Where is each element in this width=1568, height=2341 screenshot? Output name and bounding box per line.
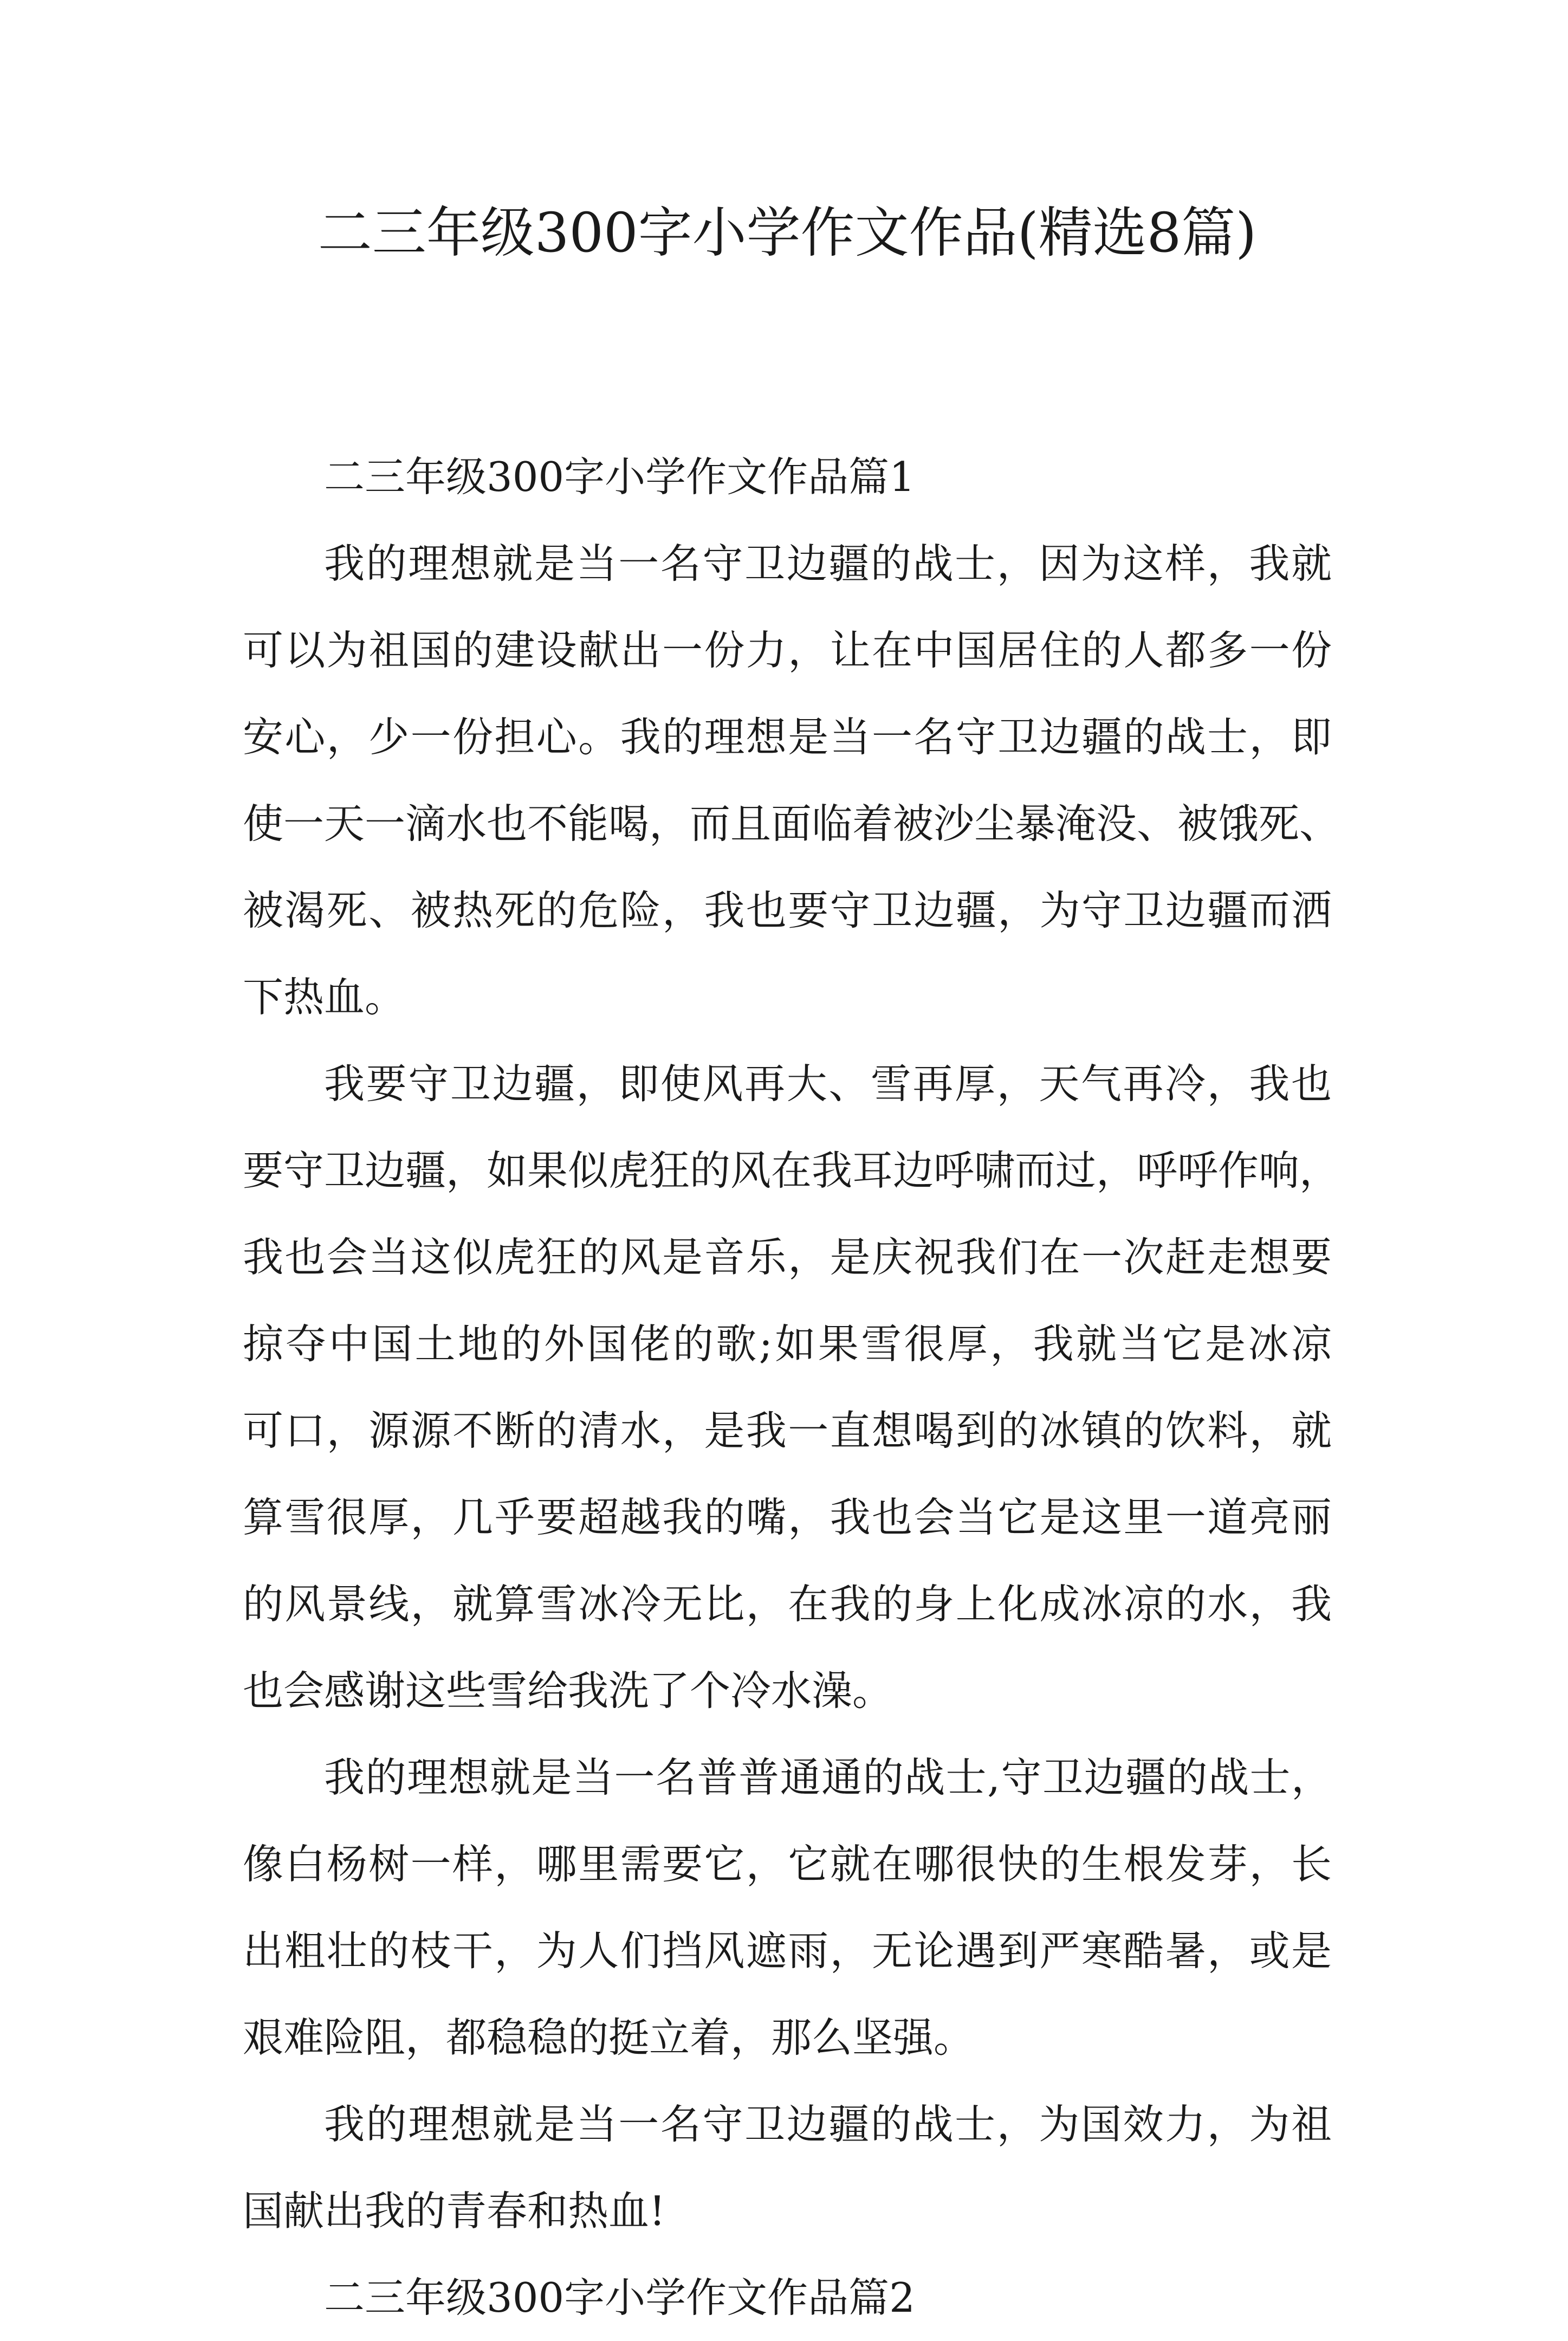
paragraph-line: 的风景线，就算雪冰冷无比，在我的身上化成冰凉的水，我: [243, 1580, 1332, 1628]
document-page: [243, 195, 1340, 2321]
section-heading: 二三年级300字小学作文作品篇1: [324, 453, 915, 501]
paragraph-line: 被渴死、被热死的危险，我也要守卫边疆，为守卫边疆而洒: [243, 887, 1332, 934]
document-body: [243, 434, 1340, 2341]
paragraph-line: 可以为祖国的建设献出一份力，让在中国居住的人都多一份: [243, 626, 1332, 674]
section-heading: 二三年级300字小学作文作品篇2: [324, 2274, 915, 2321]
paragraph-line: 出粗壮的枝干，为人们挡风遮雨，无论遇到严寒酷暑，或是: [243, 1927, 1332, 1975]
paragraph-line: 要守卫边疆，如果似虎狂的风在我耳边呼啸而过，呼呼作响，: [243, 1147, 1340, 1194]
paragraph-line: 使一天一滴水也不能喝，而且面临着被沙尘暴淹没、被饿死、: [243, 800, 1340, 848]
paragraph-line: 下热血。: [243, 973, 406, 1021]
paragraph-line: 我的理想就是当一名守卫边疆的战士，为国效力，为祖: [324, 2100, 1332, 2148]
paragraph-line: 国献出我的青春和热血!: [243, 2187, 666, 2235]
paragraph-line: 算雪很厚，几乎要超越我的嘴，我也会当它是这里一道亮丽: [243, 1493, 1332, 1541]
paragraph-line: 我的理想就是当一名普普通通的战士,守卫边疆的战士，: [324, 1754, 1332, 1801]
paragraph-line: 我要守卫边疆，即使风再大、雪再厚，天气再冷，我也: [324, 1060, 1332, 1108]
paragraph-line: 我的理想就是当一名守卫边疆的战士，因为这样，我就: [324, 540, 1332, 587]
paragraph-line: 也会感谢这些雪给我洗了个冷水澡。: [243, 1667, 893, 1715]
paragraph-line: 安心，少一份担心。我的理想是当一名守卫边疆的战士，即: [243, 713, 1332, 761]
paragraph-line: 艰难险阻，都稳稳的挺立着，那么坚强。: [243, 2014, 975, 2061]
paragraph-line: 我也会当这似虎狂的风是音乐，是庆祝我们在一次赶走想要: [243, 1233, 1332, 1281]
document-title: 二三年级300字小学作文作品(精选8篇): [318, 201, 1257, 264]
paragraph-line: 掠夺中国土地的外国佬的歌;如果雪很厚，我就当它是冰凉: [243, 1320, 1332, 1368]
paragraph-line: 可口，源源不断的清水，是我一直想喝到的冰镇的饮料，就: [243, 1407, 1332, 1454]
paragraph-line: 像白杨树一样，哪里需要它，它就在哪很快的生根发芽，长: [243, 1840, 1332, 1888]
